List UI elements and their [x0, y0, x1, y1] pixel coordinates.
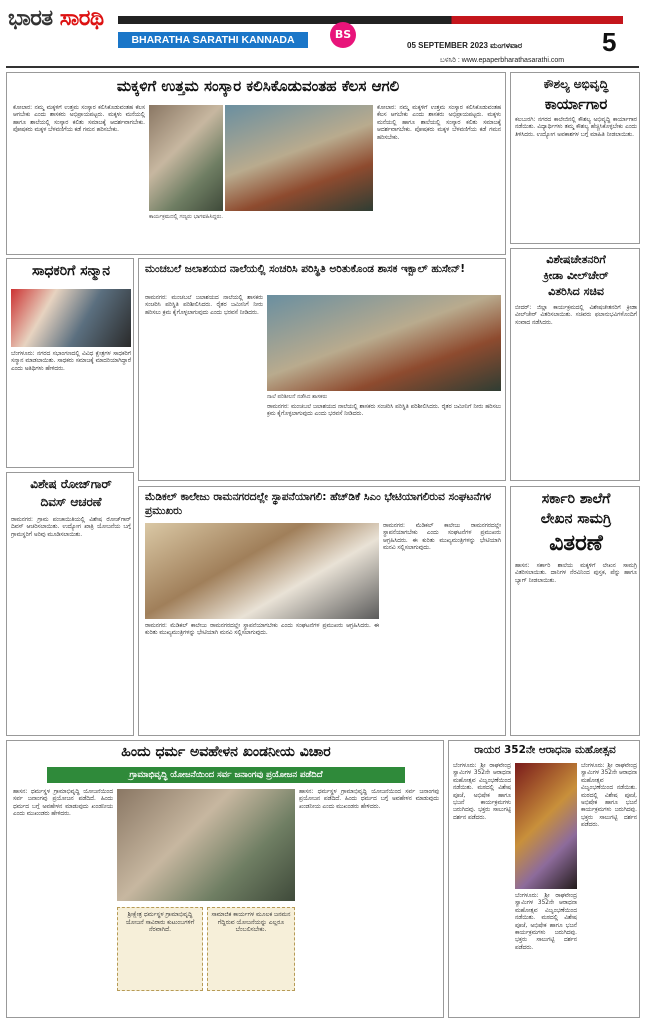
article-hindu-subhead: ಗ್ರಾಮಾಭಿವೃದ್ಧಿ ಯೋಜನೆಯಿಂದ ಸರ್ವ ಜನಾಂಗವು ಪ್ರಯೋಜನ ಪಡೆದಿದೆ: [47, 767, 405, 783]
article-rayara-body-col3: ಬೆಂಗಳೂರು: ಶ್ರೀ ರಾಘವೇಂದ್ರ ಸ್ವಾಮಿಗಳ 352ನೇ ಆರಾಧನಾ ಮಹೋತ್ಸವ ವಿಜೃಂಭಣೆಯಿಂದ ನಡೆಯಿತು. ಮಠದಲ್ಲಿ ವಿಶೇಷ ಪೂಜೆ, ಅಭಿಷೇಕ ಹಾಗೂ ಭಜನೆ ಕಾರ್ಯಕ್ರಮಗಳು ಜರುಗಿದವು. ಭಕ್ತರು ಸಾಲುಗಟ್ಟಿ ದರ್ಶನ ಪಡೆದರು.: [581, 763, 637, 829]
article-hindu-photo: [117, 789, 295, 901]
article-stationery: [510, 486, 640, 736]
masthead-banner: BHARATHA SARATHI KANNADA DAILY: [118, 32, 308, 48]
article-manchabele-photo: [267, 295, 501, 391]
masthead-stripe: [118, 16, 623, 24]
article-top-headline: ಮಕ್ಕಳಿಗೆ ಉತ್ತಮ ಸಂಸ್ಕಾರ ಕಲಿಸಿಕೊಡುವಂತಹ ಕೆಲಸ ಆಗಲಿ: [116, 77, 400, 95]
article-top: [6, 72, 506, 255]
article-hindu-body: ಹಾಸನ: ಧರ್ಮಸ್ಥಳ ಗ್ರಾಮಾಭಿವೃದ್ಧಿ ಯೋಜನೆಯಿಂದ ಸರ್ವ ಜನಾಂಗವು ಪ್ರಯೋಜನ ಪಡೆದಿದೆ. ಹಿಂದು ಧರ್ಮದ ಬಗ್ಗೆ ಅವಹೇಳನ ಮಾಡುವುದು ಖಂಡನೀಯ ಎಂದು ಮುಖಂಡರು ಹೇಳಿದರು.: [13, 789, 113, 818]
dateline: 05 SEPTEMBER 2023 ಮಂಗಳವಾರ: [407, 41, 523, 50]
article-stationery-body: ಹಾಸನ: ಸರ್ಕಾರಿ ಶಾಲೆಯ ಮಕ್ಕಳಿಗೆ ಲೇಖನ ಸಾಮಗ್ರಿ ವಿತರಿಸಲಾಯಿತು. ದಾನಿಗಳ ನೆರವಿನಿಂದ ಪುಸ್ತಕ, ಪೆನ್ನು ಹಾಗೂ ಬ್ಯಾಗ್ ನೀಡಲಾಯಿತು.: [515, 563, 637, 584]
article-rozgar-diwas: [6, 472, 134, 736]
article-skill-body: ಕಲಬುರಗಿ: ನಗರದ ಕಾಲೇಜಿನಲ್ಲಿ ಕೌಶಲ್ಯ ಅಭಿವೃದ್ಧಿ ಕಾರ್ಯಾಗಾರ ನಡೆಯಿತು. ವಿದ್ಯಾರ್ಥಿಗಳು ತಮ್ಮ ಕೌಶಲ್ಯ ಹೆಚ್ಚಿಸಿಕೊಳ್ಳಬೇಕು ಎಂದು ತಿಳಿಸಿದರು. ಉದ್ಯೋಗ ಅವಕಾಶಗಳ ಬಗ್ಗೆ ಮಾಹಿತಿ ನೀಡಲಾಯಿತು.: [515, 117, 637, 138]
article-medical-body-col2: ರಾಮನಗರ: ಮೆಡಿಕಲ್ ಕಾಲೇಜು ರಾಮನಗರದಲ್ಲೇ ಸ್ಥಾಪನೆಯಾಗಬೇಕು ಎಂದು ಸಂಘಟನೆಗಳ ಪ್ರಮುಖರು ಆಗ್ರಹಿಸಿದರು. ಈ ಕುರಿತು ಮುಖ್ಯಮಂತ್ರಿಗಳನ್ನು ಭೇಟಿಯಾಗಿ ಮನವಿ ಸಲ್ಲಿಸಲಾಗುವುದು.: [383, 523, 501, 552]
article-medical-body: ರಾಮನಗರ: ಮೆಡಿಕಲ್ ಕಾಲೇಜು ರಾಮನಗರದಲ್ಲೇ ಸ್ಥಾಪನೆಯಾಗಬೇಕು ಎಂದು ಸಂಘಟನೆಗಳ ಪ್ರಮುಖರು ಆಗ್ರಹಿಸಿದರು. ಈ ಕುರಿತು ಮುಖ್ಯಮಂತ್ರಿಗಳನ್ನು ಭೇಟಿಯಾಗಿ ಮನವಿ ಸಲ್ಲಿಸಲಾಗುವುದು.: [145, 623, 379, 637]
article-rozgar-body: ರಾಮನಗರ: ಗ್ರಾಮ ಪಂಚಾಯಿತಿಯಲ್ಲಿ ವಿಶೇಷ ರೋಜ್‌ಗಾರ್ ದಿವಸ್ ಆಚರಿಸಲಾಯಿತು. ಉದ್ಯೋಗ ಖಾತ್ರಿ ಯೋಜನೆಯ ಬಗ್ಗೆ ಗ್ರಾಮಸ್ಥರಿಗೆ ಅರಿವು ಮೂಡಿಸಲಾಯಿತು.: [11, 517, 131, 538]
article-skill-workshop: [510, 72, 640, 244]
article-wheelchair-headline-3: ವಿತರಿಸಿದ ಸಚಿವ: [548, 285, 604, 298]
article-hindu-headline: ಹಿಂದು ಧರ್ಮ ಅವಹೇಳನ ಖಂಡನೀಯ ವಿಚಾರ: [121, 744, 331, 760]
article-top-caption: ಕಾರ್ಯಕ್ರಮದಲ್ಲಿ ಗಣ್ಯರು ಭಾಗವಹಿಸಿದ್ದರು.: [149, 214, 223, 220]
article-manchabele-headline: ಮಂಚಬಲೆ ಜಲಾಶಯದ ನಾಲೆಯಲ್ಲಿ ಸಂಚರಿಸಿ ಪರಿಸ್ಥಿತಿ ಅರಿತುಕೊಂಡ ಶಾಸಕ ಇಕ್ಬಾಲ್ ಹುಸೇನ್!: [145, 263, 465, 275]
article-manchabele-body: ರಾಮನಗರ: ಮಂಚಬಲೆ ಜಲಾಶಯದ ನಾಲೆಯಲ್ಲಿ ಶಾಸಕರು ಸಂಚರಿಸಿ ಪರಿಸ್ಥಿತಿ ಪರಿಶೀಲಿಸಿದರು. ರೈತರ ಜಮೀನಿಗೆ ನೀರು ಹರಿಸಲು ಕ್ರಮ ಕೈಗೊಳ್ಳಲಾಗುವುದು ಎಂದು ಭರವಸೆ ನೀಡಿದರು.: [145, 295, 263, 316]
article-medical-photo: [145, 523, 379, 619]
website-link[interactable]: ಬಳಸಿರಿ : www.epaperbharathasarathi.com: [440, 57, 565, 64]
article-top-body: ಕೋಲಾರ: ನಮ್ಮ ಮಕ್ಕಳಿಗೆ ಉತ್ತಮ ಸಂಸ್ಕಾರ ಕಲಿಸಿಕೊಡುವಂತಹ ಕೆಲಸ ಆಗಬೇಕು ಎಂದು ಶಾಸಕರು ಅಭಿಪ್ರಾಯಪಟ್ಟರು. ಮಕ್ಕಳು ಮನೆಯಲ್ಲಿ ಹಾಗೂ ಶಾಲೆಯಲ್ಲಿ ಸಂಸ್ಕಾರ ಕಲಿತು ಸಮಾಜಕ್ಕೆ ಆದರ್ಶವಾಗಬೇಕು. ಪೋಷಕರು ಮಕ್ಕಳ ಬೆಳವಣಿಗೆಯ ಕಡೆ ಗಮನ ಹರಿಸಬೇಕು.: [13, 105, 145, 134]
article-stationery-headline-1: ಸರ್ಕಾರಿ ಶಾಲೆಗೆ: [541, 491, 611, 507]
masthead-title-part2: ಸಾರಥಿ: [59, 5, 104, 31]
article-hindu-dharma: [6, 740, 444, 1018]
article-rozgar-headline-2: ದಿವಸ್ ಆಚರಣೆ: [40, 495, 102, 509]
article-stationery-headline-3: ವಿತರಣೆ: [549, 531, 603, 556]
masthead-rule: [6, 66, 639, 68]
article-manchabele-body-col2: ರಾಮನಗರ: ಮಂಚಬಲೆ ಜಲಾಶಯದ ನಾಲೆಯಲ್ಲಿ ಶಾಸಕರು ಸಂಚರಿಸಿ ಪರಿಸ್ಥಿತಿ ಪರಿಶೀಲಿಸಿದರು. ರೈತರ ಜಮೀನಿಗೆ ನೀರು ಹರಿಸಲು ಕ್ರಮ ಕೈಗೊಳ್ಳಲಾಗುವುದು ಎಂದು ಭರವಸೆ ನೀಡಿದರು.: [267, 404, 501, 418]
article-medical-headline: ಮೆಡಿಕಲ್ ಕಾಲೇಜು ರಾಮನಗರದಲ್ಲೇ ಸ್ಥಾಪನೆಯಾಗಲಿ: ಹೆಚ್‌ಡಿಕೆ ಸಿಎಂ ಭೇಟಿಯಾಗಲಿರುವ ಸಂಘಟನೆಗಳ ಪ್ರಮುಖರು: [145, 491, 492, 517]
article-achievers-headline: ಸಾಧಕರಿಗೆ ಸನ್ಮಾನ: [32, 263, 110, 279]
article-stationery-headline-2: ಲೇಖನ ಸಾಮಗ್ರಿ: [540, 511, 612, 527]
article-rozgar-headline-1: ವಿಶೇಷ ರೋಜ್‌ಗಾರ್: [30, 477, 112, 491]
article-hindu-body-col2: ಹಾಸನ: ಧರ್ಮಸ್ಥಳ ಗ್ರಾಮಾಭಿವೃದ್ಧಿ ಯೋಜನೆಯಿಂದ ಸರ್ವ ಜನಾಂಗವು ಪ್ರಯೋಜನ ಪಡೆದಿದೆ. ಹಿಂದು ಧರ್ಮದ ಬಗ್ಗೆ ಅವಹೇಳನ ಮಾಡುವುದು ಖಂಡನೀಯ ಎಂದು ಮುಖಂಡರು ಹೇಳಿದರು.: [299, 789, 439, 810]
masthead-title: [8, 5, 104, 31]
article-wheelchair-headline-2: ಕ್ರೀಡಾ ವೀಲ್‌ಚೇರ್: [543, 269, 609, 282]
article-manchabele-caption: ನಾಲೆ ಪರಿಶೀಲನೆ ನಡೆಸಿದ ಶಾಸಕರು: [267, 394, 328, 400]
article-rayara-photo: [515, 763, 577, 889]
article-achievers-felicitation: [6, 258, 134, 468]
article-rayara-aradhana: [448, 740, 640, 1018]
article-top-photo-1: [149, 105, 223, 211]
article-rayara-body: ಬೆಂಗಳೂರು: ಶ್ರೀ ರಾಘವೇಂದ್ರ ಸ್ವಾಮಿಗಳ 352ನೇ ಆರಾಧನಾ ಮಹೋತ್ಸವ ವಿಜೃಂಭಣೆಯಿಂದ ನಡೆಯಿತು. ಮಠದಲ್ಲಿ ವಿಶೇಷ ಪೂಜೆ, ಅಭಿಷೇಕ ಹಾಗೂ ಭಜನೆ ಕಾರ್ಯಕ್ರಮಗಳು ಜರುಗಿದವು. ಭಕ್ತರು ಸಾಲುಗಟ್ಟಿ ದರ್ಶನ ಪಡೆದರು.: [453, 763, 511, 821]
page-number: 5: [602, 27, 617, 57]
article-hindu-quote-2: ಸಾಮಾಜಿಕ ಕಾರ್ಯಗಳ ಮೂಲಕ ಜನಮನ ಗೆದ್ದಿರುವ ಯೋಜನೆಯನ್ನು ಎಲ್ಲರೂ ಬೆಂಬಲಿಸಬೇಕು.: [207, 907, 295, 991]
article-hindu-quote-1: ಶ್ರೀಕ್ಷೇತ್ರ ಧರ್ಮಸ್ಥಳ ಗ್ರಾಮಾಭಿವೃದ್ಧಿ ಯೋಜನೆ ಸಾವಿರಾರು ಕುಟುಂಬಗಳಿಗೆ ನೆರವಾಗಿದೆ.: [117, 907, 203, 991]
article-top-photo-2: [225, 105, 373, 211]
article-wheelchair: [510, 248, 640, 481]
brand-logo-icon: BS: [330, 22, 356, 48]
article-skill-headline-1: ಕೌಶಲ್ಯ ಅಭಿವೃದ್ಧಿ: [543, 77, 609, 91]
article-achievers-body: ಬೆಂಗಳೂರು: ನಗರದ ಸಭಾಂಗಣದಲ್ಲಿ ವಿವಿಧ ಕ್ಷೇತ್ರಗಳ ಸಾಧಕರಿಗೆ ಸನ್ಮಾನ ಮಾಡಲಾಯಿತು. ಸಾಧಕರು ಸಮಾಜಕ್ಕೆ ಮಾದರಿಯಾಗಿದ್ದಾರೆ ಎಂದು ಅತಿಥಿಗಳು ಹೇಳಿದರು.: [11, 351, 131, 372]
article-rayara-body-col2: ಬೆಂಗಳೂರು: ಶ್ರೀ ರಾಘವೇಂದ್ರ ಸ್ವಾಮಿಗಳ 352ನೇ ಆರಾಧನಾ ಮಹೋತ್ಸವ ವಿಜೃಂಭಣೆಯಿಂದ ನಡೆಯಿತು. ಮಠದಲ್ಲಿ ವಿಶೇಷ ಪೂಜೆ, ಅಭಿಷೇಕ ಹಾಗೂ ಭಜನೆ ಕಾರ್ಯಕ್ರಮಗಳು ಜರುಗಿದವು. ಭಕ್ತರು ಸಾಲುಗಟ್ಟಿ ದರ್ಶನ ಪಡೆದರು.: [515, 893, 577, 951]
article-achievers-photo: [11, 289, 131, 347]
article-top-body-col2: ಕೋಲಾರ: ನಮ್ಮ ಮಕ್ಕಳಿಗೆ ಉತ್ತಮ ಸಂಸ್ಕಾರ ಕಲಿಸಿಕೊಡುವಂತಹ ಕೆಲಸ ಆಗಬೇಕು ಎಂದು ಶಾಸಕರು ಅಭಿಪ್ರಾಯಪಟ್ಟರು. ಮಕ್ಕಳು ಮನೆಯಲ್ಲಿ ಹಾಗೂ ಶಾಲೆಯಲ್ಲಿ ಸಂಸ್ಕಾರ ಕಲಿತು ಸಮಾಜಕ್ಕೆ ಆದರ್ಶವಾಗಬೇಕು. ಪೋಷಕರು ಮಕ್ಕಳ ಬೆಳವಣಿಗೆಯ ಕಡೆ ಗಮನ ಹರಿಸಬೇಕು.: [377, 105, 501, 141]
article-wheelchair-body: ಬೀದರ್: ಜಿಲ್ಲಾ ಕಾರ್ಯಕ್ರಮದಲ್ಲಿ ವಿಶೇಷಚೇತನರಿಗೆ ಕ್ರೀಡಾ ವೀಲ್‌ಚೇರ್ ವಿತರಿಸಲಾಯಿತು. ಸಚಿವರು ಫಲಾನುಭವಿಗಳೊಂದಿಗೆ ಸಂವಾದ ನಡೆಸಿದರು.: [515, 305, 637, 326]
article-rayara-headline: ರಾಯರ 352ನೇ ಆರಾಧನಾ ಮಹೋತ್ಸವ: [474, 744, 616, 756]
article-manchabele: [138, 258, 506, 481]
article-medical-college: [138, 486, 506, 736]
masthead-title-part1: ಭಾರತ: [8, 5, 53, 31]
article-skill-headline-2: ಕಾರ್ಯಾಗಾರ: [544, 95, 608, 113]
article-wheelchair-headline-1: ವಿಶೇಷಚೇತನರಿಗೆ: [546, 253, 606, 266]
